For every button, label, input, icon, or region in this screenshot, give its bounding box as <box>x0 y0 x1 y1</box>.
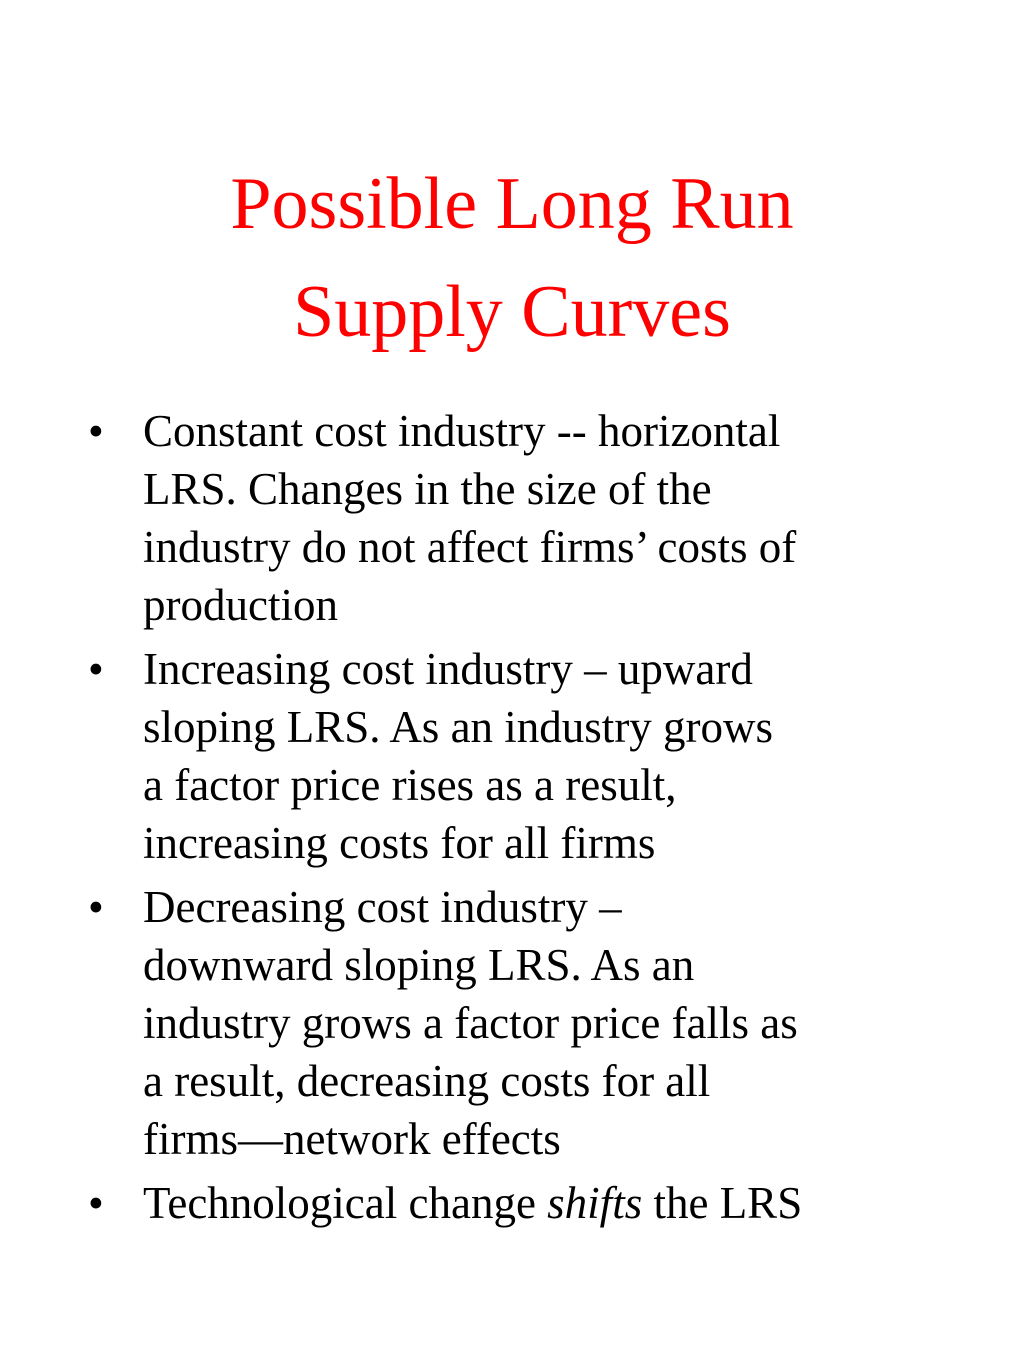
bullet-emphasis: shifts <box>547 1178 643 1228</box>
slide-title <box>0 150 1024 366</box>
bullet-constant-cost <box>0 402 1024 634</box>
bullet-line: Increasing cost industry – upward <box>143 644 753 694</box>
bullet-line: industry grows a factor price falls as <box>143 998 798 1048</box>
bullet-marker: • <box>88 406 104 456</box>
bullet-line: firms—network effects <box>143 1114 561 1164</box>
bullet-decreasing-cost <box>0 878 1024 1168</box>
title-line-2: Supply Curves <box>293 271 731 353</box>
bullet-line: downward sloping LRS. As an <box>143 940 695 990</box>
bullet-text-after: the LRS <box>642 1178 803 1228</box>
bullet-technological-change <box>0 1174 1024 1232</box>
bullet-marker: • <box>88 882 104 932</box>
bullet-line <box>143 1174 974 1232</box>
title-line-1: Possible Long Run <box>230 163 794 245</box>
bullet-text <box>143 640 974 872</box>
bullet-line: industry do not affect firms’ costs of <box>143 522 797 572</box>
bullet-text-before: Technological change <box>143 1178 548 1228</box>
bullet-line: Decreasing cost industry – <box>143 882 622 932</box>
bullet-text <box>143 878 974 1168</box>
bullet-increasing-cost <box>0 640 1024 872</box>
bullet-line: LRS. Changes in the size of the <box>143 464 712 514</box>
bullet-line: production <box>143 580 338 630</box>
bullet-line: Constant cost industry -- horizontal <box>143 406 781 456</box>
bullet-line: sloping LRS. As an industry grows <box>143 702 774 752</box>
bullet-marker: • <box>88 644 104 694</box>
bullet-list <box>0 402 1024 1238</box>
bullet-marker: • <box>88 1178 104 1228</box>
bullet-line: a result, decreasing costs for all <box>143 1056 711 1106</box>
bullet-text <box>143 1174 974 1232</box>
bullet-line: increasing costs for all firms <box>143 818 656 868</box>
bullet-text <box>143 402 974 634</box>
bullet-line: a factor price rises as a result, <box>143 760 677 810</box>
